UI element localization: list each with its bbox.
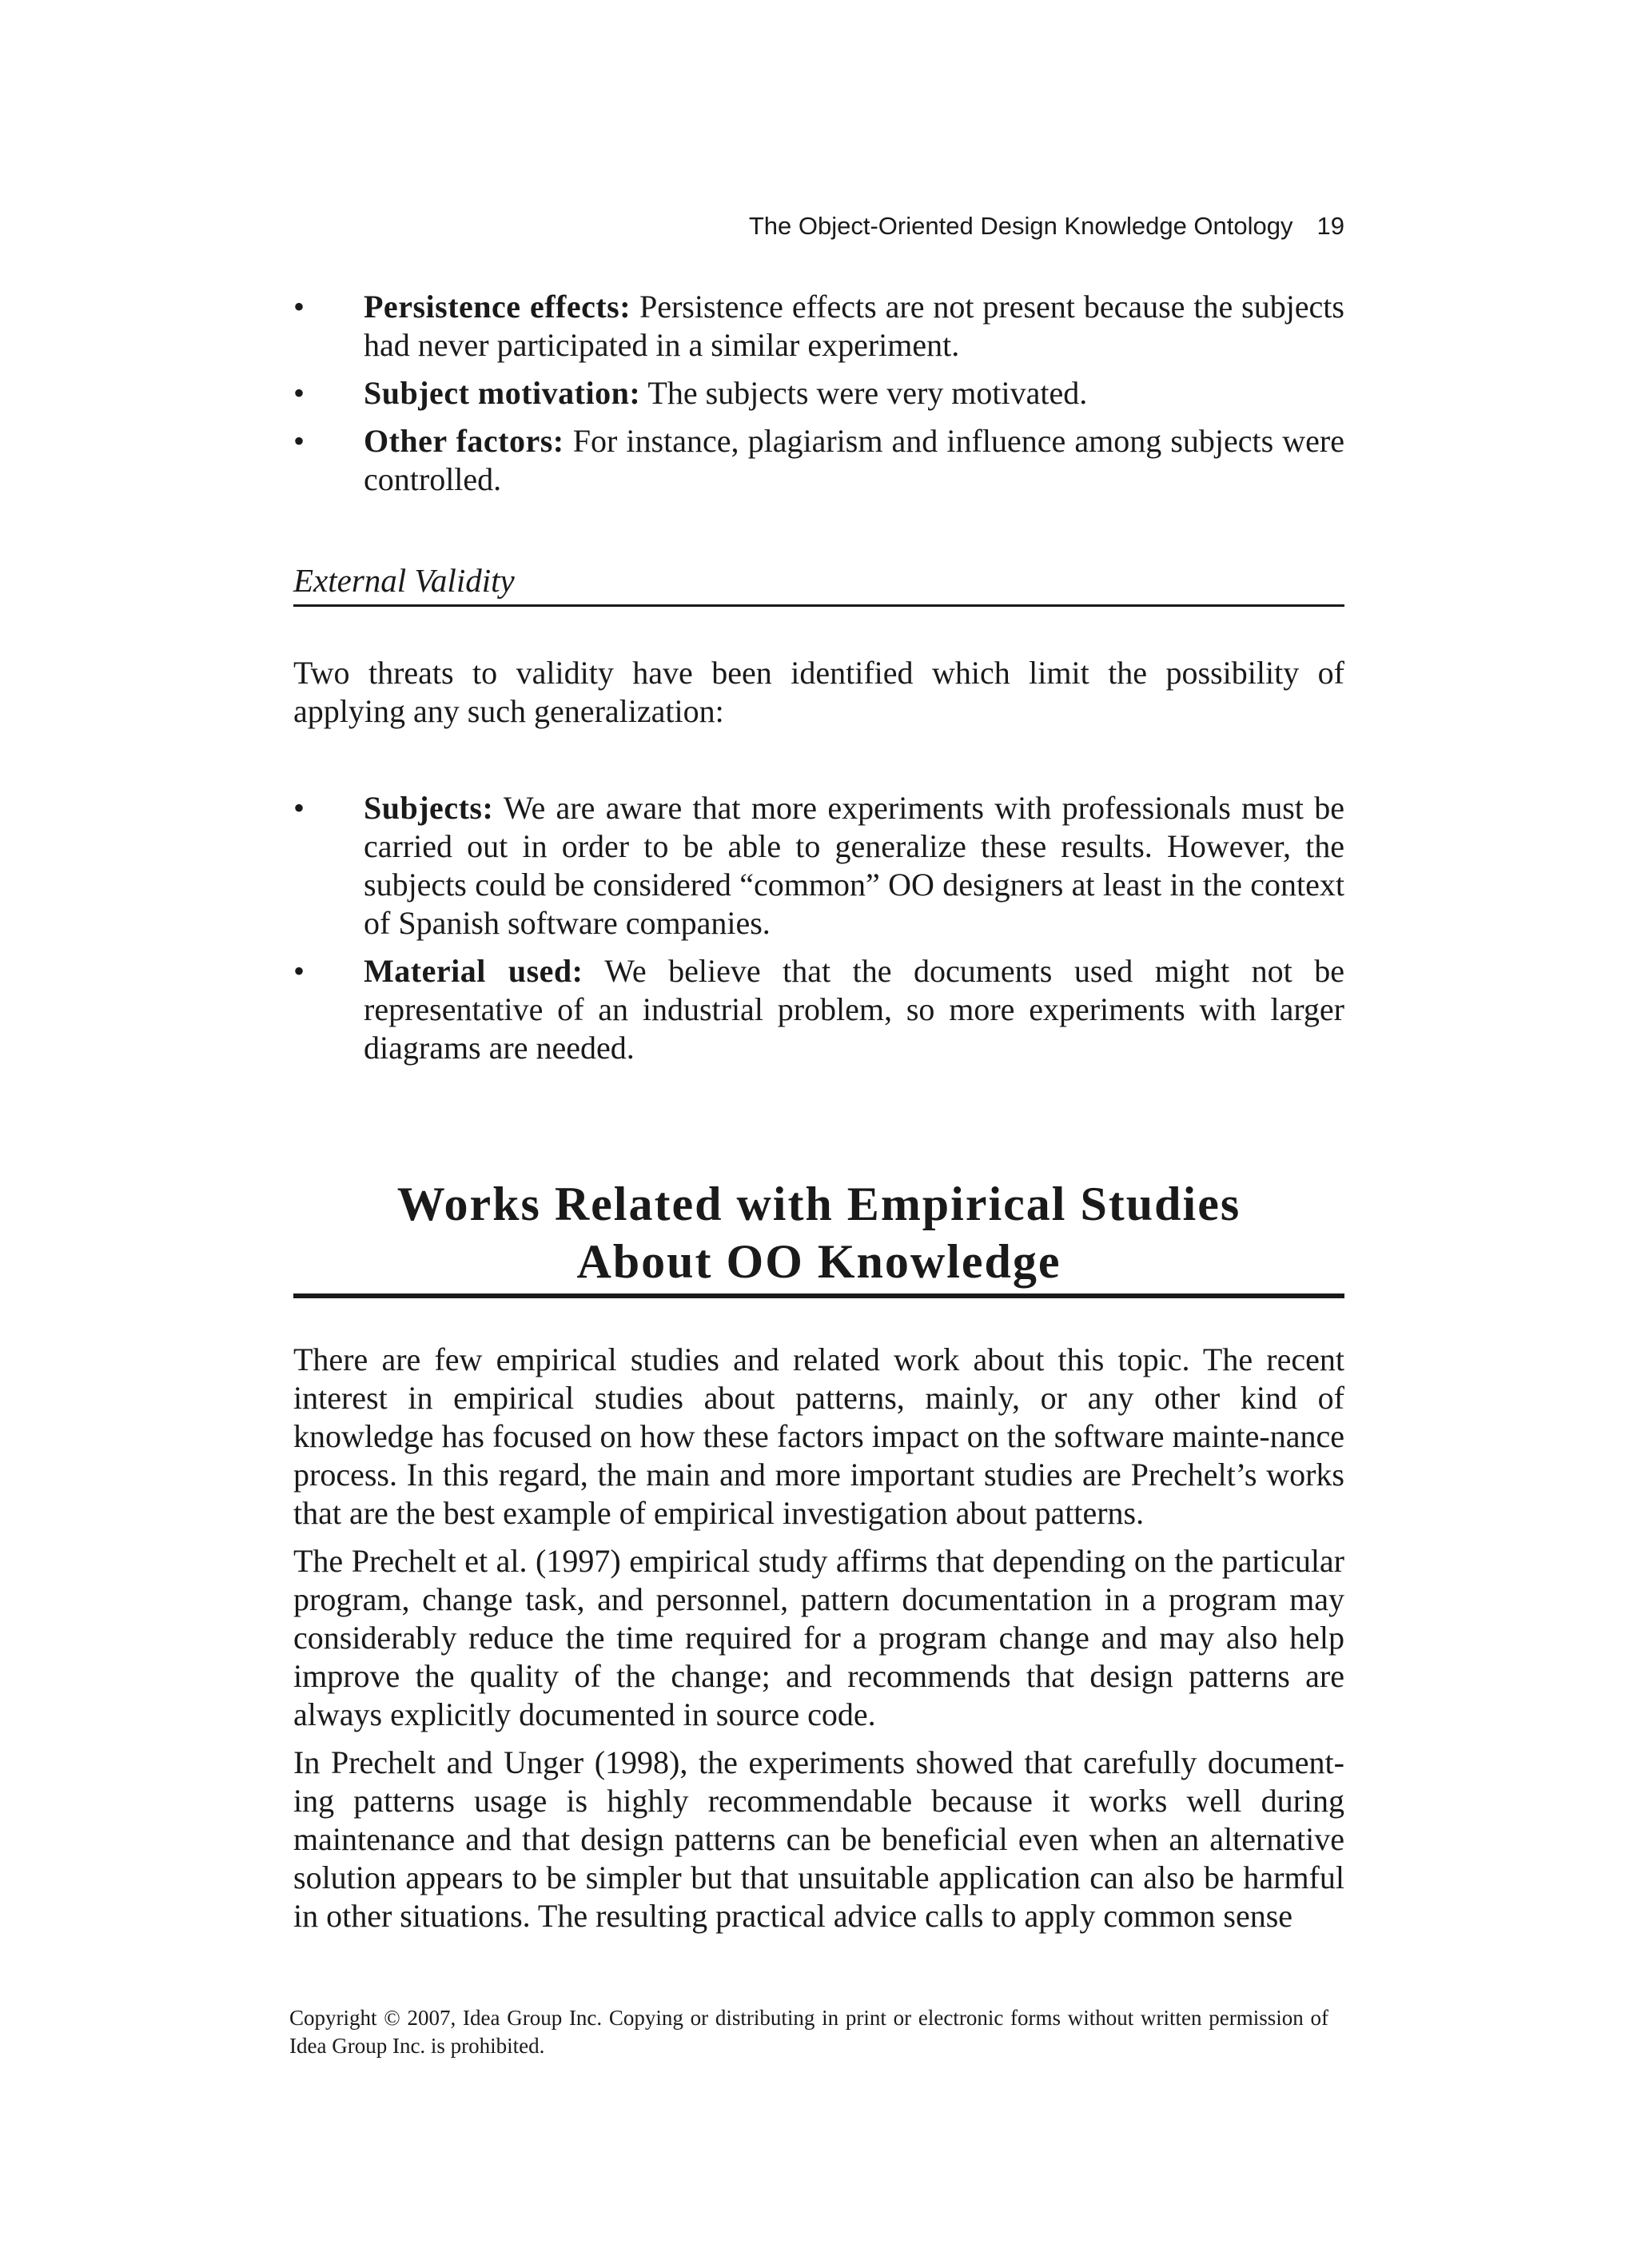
- bullet-marker: •: [293, 289, 305, 325]
- external-validity-bullet-list: [293, 789, 1344, 1077]
- bullet-marker: •: [293, 375, 305, 411]
- list-item: [293, 288, 1344, 365]
- body-paragraph: The Prechelt et al. (1997) empirical study affirms that depending on the particular program, change task, and personnel, pattern documentation in a program may considerably reduce the time required for a program change and may also help improve the quality of the change; and recommends that design patterns are always explicitly documented in source code.: [293, 1543, 1344, 1732]
- list-item: [293, 952, 1344, 1067]
- external-validity-intro: Two threats to validity have been identified which limit the possibility of applying any such generalization:: [293, 655, 1344, 729]
- list-item: [293, 422, 1344, 499]
- running-head-title: The Object-Oriented Design Knowledge Ontology: [748, 212, 1293, 240]
- bullet-text: For instance, plagiarism and influence among subjects were controlled.: [364, 423, 1345, 497]
- internal-validity-bullet-list: [293, 288, 1344, 508]
- section-title: [293, 1175, 1344, 1298]
- section-body: [293, 1341, 1344, 1945]
- bullet-text: We believe that the documents used might not be representative of an industrial problem, so more experiments with larger diagrams are needed.: [364, 953, 1344, 1066]
- running-head: [293, 210, 1344, 242]
- bullet-marker: •: [293, 790, 305, 826]
- bullet-label: Material used:: [364, 953, 584, 989]
- body-paragraph: In Prechelt and Unger (1998), the experiments showed that carefully document-ing patterns usage is highly recommendable because it works well during maintenance and that design patterns can be beneficial even when an alternative solution appears to be simpler but that unsuitable application can also be harmful in other situations. The resulting practical advice calls to apply common sense: [293, 1744, 1344, 1934]
- body-paragraph: There are few empirical studies and related work about this topic. The recent interest in empirical studies about patterns, mainly, or any other kind of knowledge has focused on how these factors impact on the software mainte-nance process. In this regard, the main and more important studies are Prechelt’s works that are the best example of empirical investigation about patterns.: [293, 1341, 1344, 1531]
- bullet-text: We are aware that more experiments with professionals must be carried out in order to be able to generalize these results. However, the subjects could be considered “common” OO designers at least in the context of Spanish software companies.: [364, 790, 1344, 941]
- bullet-text: The subjects were very motivated.: [640, 375, 1088, 411]
- bullet-label: Subject motivation:: [364, 375, 641, 411]
- bullet-label: Subjects:: [364, 790, 494, 826]
- bullet-text: Persistence effects are not present because the subjects had never participated in a similar experiment.: [364, 289, 1344, 363]
- list-item: [293, 374, 1344, 413]
- bullet-marker: •: [293, 953, 305, 989]
- section-title-line-2: About OO Knowledge: [576, 1235, 1061, 1288]
- list-item: [293, 789, 1344, 943]
- bullet-label: Other factors:: [364, 423, 564, 459]
- copyright-notice: Copyright © 2007, Idea Group Inc. Copying or distributing in print or electronic forms without written permission of Idea Group Inc. is prohibited.: [289, 2006, 1328, 2058]
- bullet-marker: •: [293, 423, 305, 459]
- external-validity-heading: External Validity: [293, 560, 1344, 607]
- page-number: 19: [1316, 212, 1344, 240]
- section-title-line-1: Works Related with Empirical Studies: [396, 1178, 1241, 1230]
- bullet-label: Persistence effects:: [364, 289, 631, 325]
